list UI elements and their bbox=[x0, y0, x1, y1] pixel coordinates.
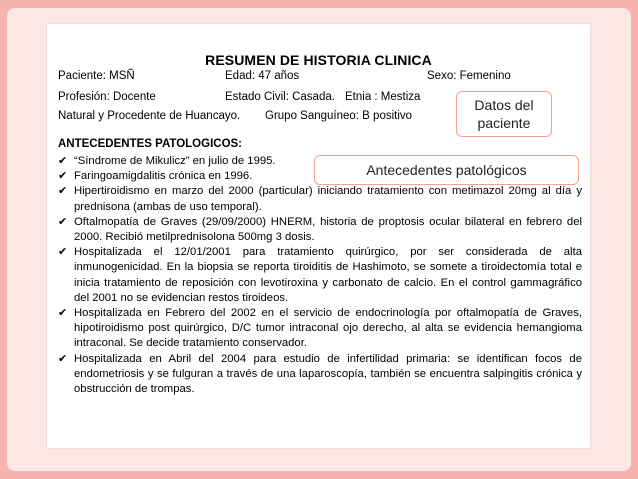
pathologic-history-list bbox=[58, 154, 582, 397]
patient-age: Edad: 47 años bbox=[225, 70, 300, 82]
checkmark-icon: ✔ bbox=[58, 215, 68, 228]
pathologic-history-callout bbox=[314, 155, 579, 185]
patient-origin: Natural y Procedente de Huancayo. bbox=[58, 110, 241, 122]
patient-blood-group: Grupo Sanguíneo: B positivo bbox=[265, 110, 413, 122]
pathologic-history-callout-label: Antecedentes patológicos bbox=[366, 162, 527, 178]
list-item bbox=[58, 245, 582, 306]
list-item-text: Faringoamigdalitis crónica en 1996. bbox=[74, 170, 253, 183]
checkmark-icon: ✔ bbox=[58, 155, 68, 167]
checkmark-icon: ✔ bbox=[58, 246, 68, 259]
list-item bbox=[58, 184, 582, 214]
patient-data-callout-label: Datos del paciente bbox=[474, 97, 534, 131]
patient-data-callout bbox=[456, 91, 552, 137]
list-item-text: Oftalmopatía de Graves (29/09/2000) HNERM, historia de proptosis ocular bilateral en febrero del 2000. Recibió metilprednisolona 500mg 3 dosis. bbox=[74, 215, 582, 244]
checkmark-icon: ✔ bbox=[58, 185, 68, 198]
patient-sex: Sexo: Femenino bbox=[427, 70, 511, 82]
patient-name: Paciente: MSÑ bbox=[58, 70, 135, 82]
checkmark-icon: ✔ bbox=[58, 307, 68, 320]
list-item-text: Hospitalizada el 12/01/2001 para tratamiento quirúrgico, por ser considerada de alta inmunogenicidad. En la biopsia se reporta tiroiditis de Hashimoto, se somete a tiroidectomía total e inicia tratamiento de reposición con levotiroxina y carbonato de calcio. En el control gammagráfico del 2001 no se evidencian restos tiroideos. bbox=[74, 246, 582, 304]
list-item-text: Hipertiroidismo en marzo del 2000 (particular) iniciando tratamiento con metimazol 20mg al día y prednisona (ambas de uso temporal). bbox=[74, 185, 582, 213]
document-title: RESUMEN DE HISTORIA CLINICA bbox=[205, 52, 432, 68]
list-item-text: “Síndrome de Mikulicz” en julio de 1995. bbox=[74, 155, 276, 167]
checkmark-icon: ✔ bbox=[58, 352, 68, 365]
checkmark-icon: ✔ bbox=[58, 170, 68, 183]
list-item-text: Hospitalizada en Abril del 2004 para estudio de infertilidad primaria: se identifican focos de endometriosis y se fulguran a través de una laparoscopía, también se encuentra salpingitis crónica y obstrucción de trompas. bbox=[74, 352, 582, 396]
patient-profession: Profesión: Docente bbox=[58, 91, 156, 103]
patient-civil-status: Estado Civil: Casada. bbox=[225, 91, 335, 103]
list-item-text: Hospitalizada en Febrero del 2002 en el servicio de endocrinología por oftalmopatía de Graves, hipotiroidismo post quirúrgico, D/C tumor intraconal ojo derecho, al alta se evidencia hemangioma intraconal. Se decide tratamiento conservador. bbox=[74, 307, 582, 350]
patient-ethnicity: Etnia : Mestiza bbox=[345, 91, 421, 103]
list-item bbox=[58, 215, 582, 245]
list-item bbox=[58, 352, 582, 398]
list-item bbox=[58, 306, 582, 352]
section-title: ANTECEDENTES PATOLOGICOS: bbox=[58, 138, 243, 150]
